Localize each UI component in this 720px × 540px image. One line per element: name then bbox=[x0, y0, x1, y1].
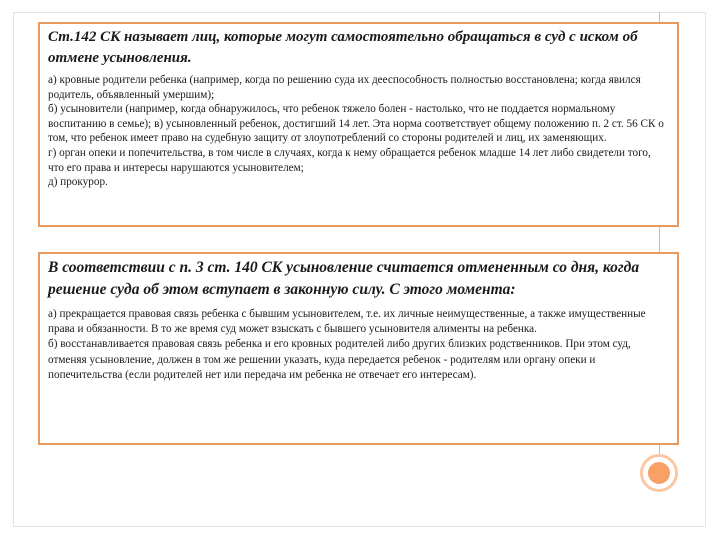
decorative-circle-icon bbox=[640, 454, 678, 492]
block-body-text: а) прекращается правовая связь ребенка с бывшим усыновителем, т.е. их личные неимущественные, а также имущественные права и обязанности. В то же время суд может взыскать с бывшего усыновителя алименты на ребенка. б) восстанавливается правовая связь ребенка и его кровных родителей либо других близких родственников. При этом суд, отменяя усыновление, должен в том же решении указать, куда передается ребенок - родителям или органу опеки и попечительства (если родителей нет или передача им ребенка не отвечает его интересам). bbox=[48, 308, 646, 381]
block-heading: Ст.142 СК называет лиц, которые могут самостоятельно обращаться в суд с иском об отмене усыновления. bbox=[48, 29, 638, 66]
block-heading: В соответствии с п. 3 ст. 140 СК усыновление считается отмененным со дня, когда решение суда об этом вступает в законную силу. С этого момента: bbox=[48, 259, 640, 298]
text-block-persons-entitled bbox=[38, 22, 679, 227]
block-body-text: а) кровные родители ребенка (например, когда по решению суда их дееспособность полностью восстановлена; когда явился родитель, объявленный умершим); б) усыновители (например, когда обнаружилось, что ребенок тяжело болен - настолько, что не поддается нормальному воспитанию в семье); в) усыновленный ребенок, достигший 14 лет. Эта норма соответствует общему положению п. 2 ст. 56 СК о том, что ребенок имеет право на судебную защиту от злоупотреблений со стороны родителей и лиц, их заменяющих. г) орган опеки и попечительства, в том числе в случаях, когда к нему обращается ребенок младше 14 лет либо свидетели того, что его права и интересы нарушаются усыновителем; д) прокурор. bbox=[48, 74, 664, 189]
text-block-consequences bbox=[38, 252, 679, 445]
